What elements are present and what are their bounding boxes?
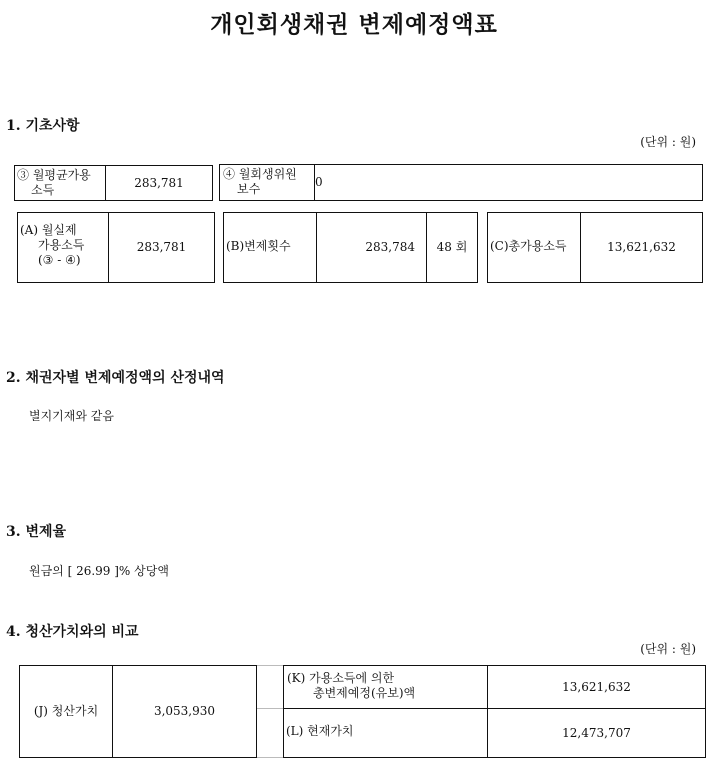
section-3-note: 원금의 [ 26.99 ]% 상당액 bbox=[29, 564, 169, 578]
section-1-unit: (단위 : 원) bbox=[640, 135, 696, 149]
monthly-avg-income-label: ③ 월평균가용 소득 bbox=[17, 168, 91, 197]
repayment-count-value: 283,784 bbox=[365, 240, 415, 254]
total-income-label: (C)총가용소득 bbox=[490, 239, 567, 253]
trustee-fee-value: 0 bbox=[315, 175, 323, 189]
section-3-heading: 3. 변제율 bbox=[6, 524, 67, 540]
repayment-count-label: (B)변제횟수 bbox=[226, 239, 291, 253]
page-title: 개인회생채권 변제예정액표 bbox=[210, 11, 498, 38]
present-value-value: 12,473,707 bbox=[562, 725, 631, 740]
section-4-heading: 4. 청산가치와의 비교 bbox=[6, 624, 139, 640]
trustee-fee-label: ④ 월회생위원 보수 bbox=[223, 167, 297, 196]
liquidation-value-box bbox=[19, 665, 257, 758]
total-income-value: 13,621,632 bbox=[607, 240, 676, 254]
total-by-income-value: 13,621,632 bbox=[562, 679, 631, 694]
section-4-unit: (단위 : 원) bbox=[640, 642, 696, 656]
monthly-net-income-box bbox=[17, 212, 215, 283]
repayment-count-box bbox=[223, 212, 478, 283]
monthly-net-income-value: 283,781 bbox=[136, 240, 187, 254]
total-by-income-label: (K) 가용소득에 의한 총변제예정(유보)액 bbox=[287, 671, 416, 700]
monthly-net-income-label: (A) 월실제 가용소득 (③ - ④) bbox=[20, 223, 85, 267]
trustee-fee-box bbox=[219, 164, 703, 201]
repayment-count-times: 48 회 bbox=[436, 240, 468, 254]
section-2-note: 별지기재와 같음 bbox=[29, 409, 114, 423]
monthly-avg-income-value: 283,781 bbox=[134, 175, 184, 190]
section-1-heading: 1. 기초사항 bbox=[6, 118, 80, 134]
comparison-box bbox=[283, 665, 706, 758]
section-2-heading: 2. 채권자별 변제예정액의 산정내역 bbox=[6, 370, 225, 386]
total-income-box bbox=[487, 212, 703, 283]
liquidation-value-label: (J) 청산가치 bbox=[33, 704, 99, 718]
present-value-label: (L) 현재가치 bbox=[286, 724, 354, 738]
liquidation-value-value: 3,053,930 bbox=[153, 704, 216, 718]
monthly-avg-income-box bbox=[14, 165, 213, 201]
